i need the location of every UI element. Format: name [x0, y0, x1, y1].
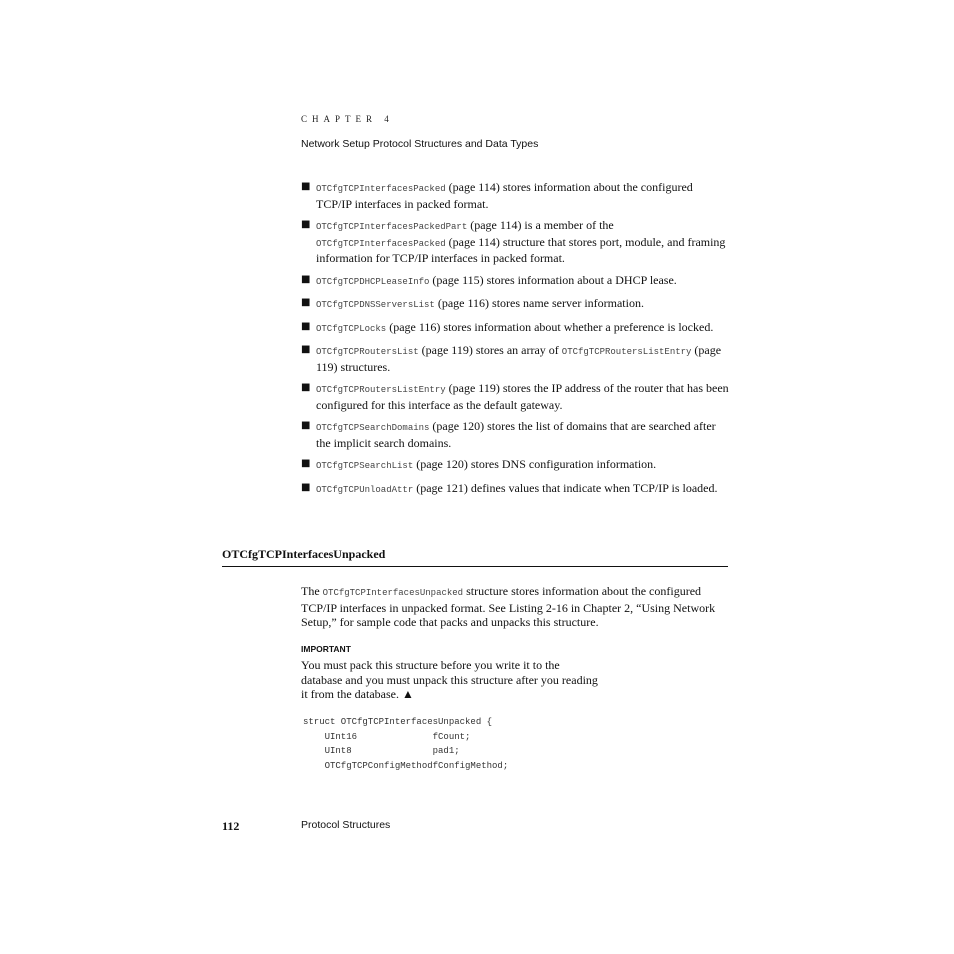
- intro-suffix: structure stores information about the configured TCP/IP interfaces in unpacked format. See Listing 2-16 in Chapter 2, “Using Network Setup,” for sample code that packs and unpacks this structure.: [301, 584, 716, 629]
- list-item: [301, 381, 731, 412]
- item-text: (page 121) defines values that indicate when TCP/IP is loaded.: [413, 480, 718, 495]
- item-text: (page 119) structures.: [316, 343, 722, 374]
- code-line: UInt8 pad1;: [303, 746, 460, 756]
- footer-title: Protocol Structures: [301, 819, 391, 831]
- item-text: (page 114) stores information about the configured TCP/IP interfaces in packed format.: [316, 180, 693, 211]
- item-text: (page 120) stores DNS configuration information.: [413, 457, 657, 471]
- list-item: [301, 180, 731, 211]
- list-item: [301, 320, 731, 337]
- item-text: (page 114) structure that stores port, module, and framing information for TCP/IP interfaces in packed format.: [316, 234, 726, 265]
- code-term: OTCfgTCPLocks: [316, 323, 387, 334]
- bullet-square-icon: ■: [301, 344, 311, 355]
- item-text: (page 114) is a member of the: [467, 218, 614, 232]
- bullet-square-icon: ■: [301, 273, 311, 285]
- code-term: OTCfgTCPInterfacesPacked: [316, 184, 446, 194]
- code-term: OTCfgTCPSearchList: [316, 461, 414, 471]
- bullet-square-icon: ■: [301, 219, 311, 230]
- bullet-square-icon: ■: [301, 458, 311, 469]
- code-term: OTCfgTCPInterfacesUnpacked: [322, 588, 464, 598]
- intro-paragraph: [301, 584, 731, 630]
- bullet-square-icon: ■: [301, 481, 311, 493]
- important-label: IMPORTANT: [301, 644, 351, 654]
- intro-prefix: The: [301, 584, 323, 598]
- bullet-square-icon: ■: [301, 297, 311, 308]
- code-term: OTCfgTCPInterfacesPackedPart: [316, 222, 468, 232]
- code-term: OTCfgTCPDNSServersList: [316, 300, 435, 310]
- item-text: (page 116) stores information about whether a preference is locked.: [386, 319, 714, 334]
- item-text: (page 115) stores information about a DHCP lease.: [429, 272, 677, 287]
- chapter-label: CHAPTER 4: [301, 114, 394, 124]
- code-term: OTCfgTCPRoutersList: [316, 347, 419, 357]
- item-text: (page 119) stores the IP address of the router that has been configured for this interface as the default gateway.: [316, 381, 729, 412]
- code-line: OTCfgTCPConfigMethodfConfigMethod;: [303, 760, 509, 771]
- bullet-square-icon: ■: [301, 181, 311, 192]
- list-item: [301, 218, 731, 266]
- list-item: [301, 296, 731, 313]
- section-title: OTCfgTCPInterfacesUnpacked: [222, 547, 728, 567]
- list-item: [301, 457, 731, 474]
- code-term: OTCfgTCPSearchDomains: [316, 423, 430, 433]
- important-note: You must pack this structure before you write it to the database and you must unpack this structure after you reading it from the database. ▲: [301, 658, 598, 701]
- list-item: [301, 419, 731, 450]
- bullet-square-icon: ■: [301, 420, 311, 431]
- code-block: [303, 715, 508, 773]
- item-text: (page 120) stores the list of domains that are searched after the implicit search domains.: [316, 419, 716, 450]
- code-line: UInt16 fCount;: [303, 731, 471, 742]
- code-term: OTCfgTCPUnloadAttr: [316, 484, 414, 495]
- code-term: OTCfgTCPRoutersListEntry: [316, 385, 446, 395]
- bullet-square-icon: ■: [301, 382, 311, 393]
- bullet-square-icon: ■: [301, 320, 311, 332]
- list-item: [301, 273, 731, 290]
- item-text: (page 116) stores name server information.: [434, 296, 644, 310]
- code-term: OTCfgTCPInterfacesPacked: [316, 238, 446, 249]
- bullet-list: [301, 180, 731, 504]
- code-term: OTCfgTCPRoutersListEntry: [561, 347, 692, 357]
- code-term: OTCfgTCPDHCPLeaseInfo: [316, 276, 430, 287]
- code-line: struct OTCfgTCPInterfacesUnpacked {: [303, 717, 493, 727]
- running-head: Network Setup Protocol Structures and Data Types: [301, 138, 539, 150]
- list-item: [301, 481, 731, 498]
- page-number: 112: [222, 819, 240, 833]
- item-text: (page 119) stores an array of: [418, 343, 562, 357]
- list-item: [301, 343, 731, 374]
